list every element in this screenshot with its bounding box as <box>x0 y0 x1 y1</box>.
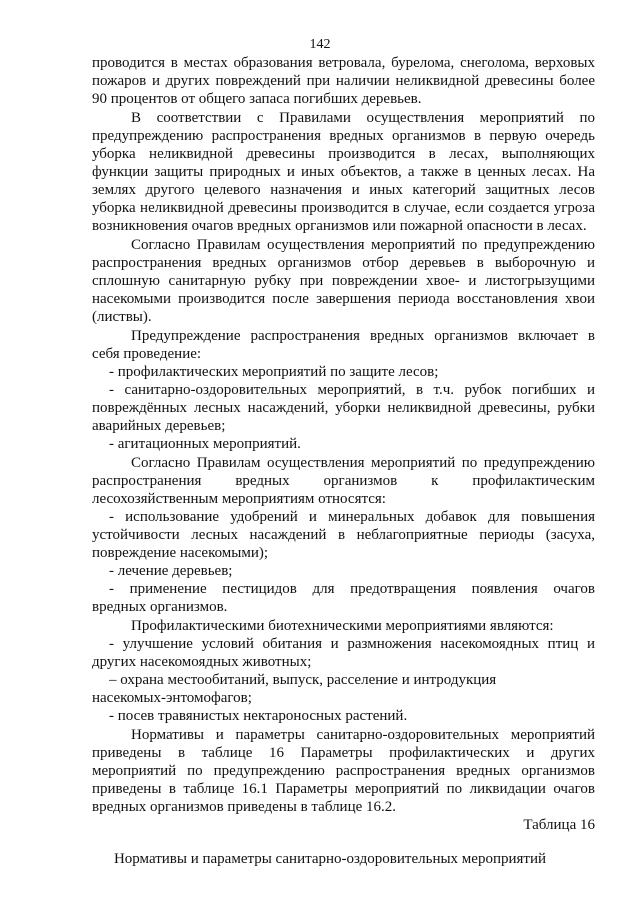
text-line: функции защиты природных и иных объектов, а также в ценных лесах. На <box>92 164 595 180</box>
text-line: возникновения очагов вредных организмов или пожарной опасности в лесах. <box>92 218 587 234</box>
list-item: - санитарно-оздоровительных мероприятий, в т.ч. рубок погибших и <box>109 382 595 398</box>
text-line: предупреждению распространения вредных организмов в первую очередь <box>92 128 595 144</box>
text-line: повреждённых лесных насаждений, уборки неликвидной древесины, рубки <box>92 400 595 416</box>
text-line: Согласно Правилам осуществления мероприятий по предупреждению <box>131 237 595 253</box>
list-item: - посев травянистых нектароносных растений. <box>109 708 408 724</box>
text-line: вредных организмов приведены в таблице 16.2. <box>92 799 397 815</box>
text-line: устойчивости лесных насаждений в неблагоприятные периоды (засуха, <box>92 527 595 543</box>
table-label: Таблица 16 <box>523 817 595 833</box>
text-line: мероприятий по предупреждению распространения вредных организмов <box>92 763 595 779</box>
list-item: - профилактических мероприятий по защите лесов; <box>109 364 439 380</box>
text-line: В соответствии с Правилами осуществления мероприятий по <box>131 110 595 126</box>
text-line: Нормативы и параметры санитарно-оздоровительных мероприятий <box>131 727 595 743</box>
text-line: Профилактическими биотехническими мероприятиями являются: <box>131 618 554 634</box>
page-number: 142 <box>309 37 331 52</box>
text-line: насекомыми производится после завершения периода восстановления хвои <box>92 291 595 307</box>
list-item: - применение пестицидов для предотвращения появления очагов <box>109 581 595 597</box>
text-line: других насекомоядных животных; <box>92 654 312 670</box>
text-line: приведены в таблице 16.1 Параметры мероприятий по ликвидации очагов <box>92 781 595 797</box>
text-line: распространения вредных организмов отбор деревьев в выборочную и <box>92 255 595 271</box>
text-line: приведены в таблице 16 Параметры профилактических и других <box>92 745 595 761</box>
text-line: пожаров и других повреждений при наличии неликвидной древесины более <box>92 73 595 89</box>
text-line: лесохозяйственным мероприятиям относятся: <box>92 491 386 507</box>
text-line: уборка неликвидной древесины производится в случае, если создается угроза <box>92 200 595 216</box>
list-item: – охрана местообитаний, выпуск, расселение и интродукция <box>109 672 497 688</box>
text-line: (листвы). <box>92 309 152 325</box>
list-item: - улучшение условий обитания и размножения насекомоядных птиц и <box>109 636 595 652</box>
text-line: землях другого целевого назначения и иных категорий защитных лесов <box>92 182 595 198</box>
text-line: насекомых-энтомофагов; <box>92 690 252 706</box>
list-item: - агитационных мероприятий. <box>109 436 301 452</box>
text-line: распространения вредных организмов к профилактическим <box>92 473 595 489</box>
text-line: проводится в местах образования ветровала, бурелома, снеголома, верховых <box>92 55 595 71</box>
text-line: вредных организмов. <box>92 599 228 615</box>
text-line: себя проведение: <box>92 346 202 362</box>
table-title: Нормативы и параметры санитарно-оздоровительных мероприятий <box>113 851 547 867</box>
text-line: сплошную санитарную рубку при повреждении хвое- и листогрызущими <box>92 273 595 289</box>
list-item: - использование удобрений и минеральных добавок для повышения <box>109 509 595 525</box>
text-line: Согласно Правилам осуществления мероприятий по предупреждению <box>131 455 595 471</box>
list-item: - лечение деревьев; <box>109 563 233 579</box>
text-line: Предупреждение распространения вредных организмов включает в <box>131 328 595 344</box>
text-line: уборка неликвидной древесины производится в лесах, выполняющих <box>92 146 595 162</box>
text-line: аварийных деревьев; <box>92 418 226 434</box>
text-line: 90 процентов от общего запаса погибших деревьев. <box>92 91 422 107</box>
text-line: повреждение насекомыми); <box>92 545 269 561</box>
